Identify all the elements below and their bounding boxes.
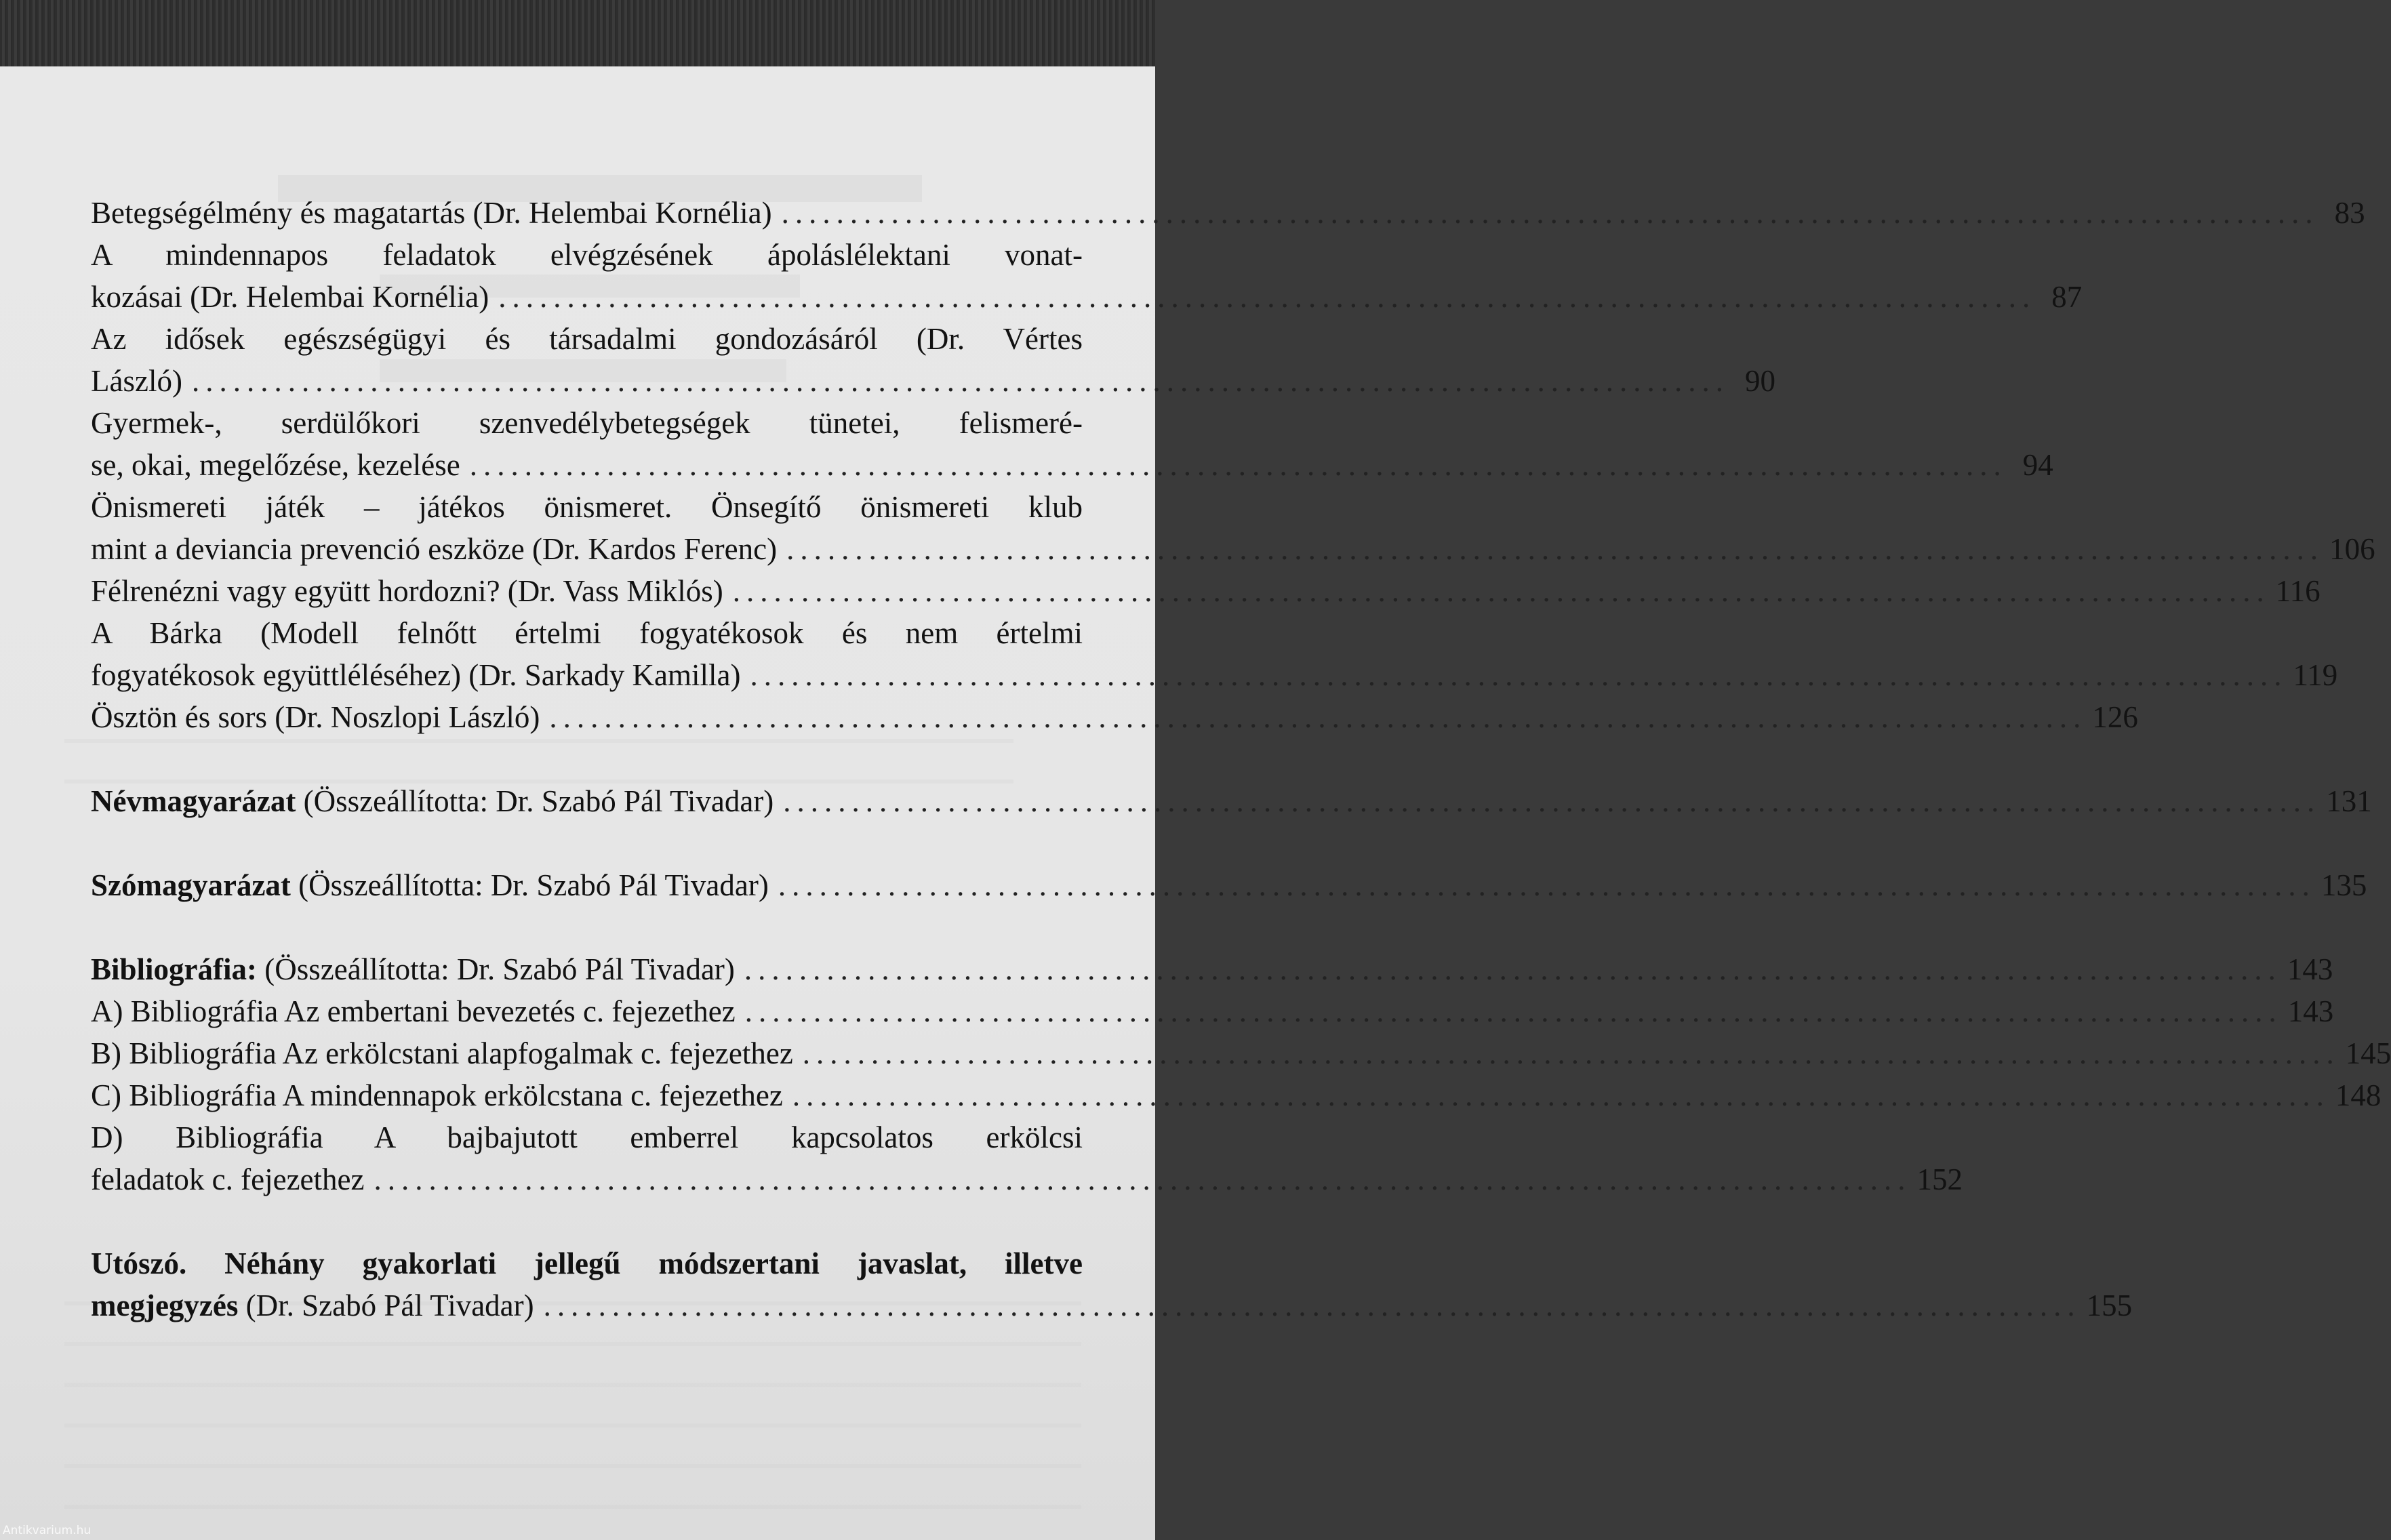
page-stack-edge xyxy=(0,0,1155,68)
toc-entry-title: Gyermek-, serdülőkori szenvedélybetegségek tünetei, felismeré- xyxy=(91,406,1083,440)
toc-entry-title: Betegségélmény és magatartás (Dr. Helembai Kornélia) xyxy=(91,196,772,230)
toc-entry-title: Ösztön és sors (Dr. Noszlopi László) xyxy=(91,700,540,734)
toc-entry xyxy=(91,444,2053,486)
toc-page-number: 143 xyxy=(2287,994,2334,1028)
toc-entry-title: A mindennapos feladatok elvégzésének ápoláslélektani vonat- xyxy=(91,238,1083,272)
toc-entry xyxy=(91,654,2338,696)
toc-entry xyxy=(91,1158,1963,1200)
section-gap xyxy=(91,738,1083,780)
toc-page-number: 131 xyxy=(2326,784,2372,818)
watermark-text: Antikvarium.hu xyxy=(3,1524,92,1537)
toc-section-heading: Szómagyarázat xyxy=(91,868,291,902)
toc-page-number: 106 xyxy=(2329,532,2375,566)
toc-leader-dots: ................................................................................................................ xyxy=(549,700,2087,734)
section-gap xyxy=(91,906,1083,948)
toc-leader-dots: ................................................................................................................ xyxy=(783,784,2321,818)
toc-entry xyxy=(91,612,1083,654)
toc-page-number: 94 xyxy=(2022,448,2053,482)
toc-leader-dots: ................................................................................................................ xyxy=(781,196,2319,230)
toc-entry xyxy=(91,402,1083,444)
toc-entry-title: feladatok c. fejezethez xyxy=(91,1162,365,1196)
section-gap xyxy=(91,1200,1083,1242)
toc-entry xyxy=(91,1284,2133,1326)
toc-leader-dots: ................................................................................................................ xyxy=(778,868,2316,902)
toc-leader-dots: ................................................................................................................ xyxy=(469,448,2007,482)
toc-entry-title: mint a deviancia prevenció eszköze (Dr. Kardos Ferenc) xyxy=(91,532,778,566)
toc-page-number: 145 xyxy=(2345,1036,2391,1070)
toc-page-number: 83 xyxy=(2334,196,2365,230)
toc-leader-dots: ................................................................................................................ xyxy=(744,994,2283,1028)
toc-entry xyxy=(91,570,2320,612)
toc-entry xyxy=(91,1074,2382,1116)
toc-entry-title: A) Bibliográfia Az embertani bevezetés c. fejezethez xyxy=(91,994,736,1028)
toc-entry-title: Félrenézni vagy együtt hordozni? (Dr. Vass Miklós) xyxy=(91,574,723,608)
toc-leader-dots: ................................................................................................................ xyxy=(744,952,2282,986)
toc-leader-dots: ................................................................................................................ xyxy=(786,532,2325,566)
toc-entry-title xyxy=(91,864,769,906)
toc-leader-dots: ................................................................................................................ xyxy=(543,1289,2081,1322)
toc-entry xyxy=(91,990,2334,1032)
toc-section-heading: Névmagyarázat xyxy=(91,784,296,818)
toc-entry-title: László) xyxy=(91,364,182,398)
toc-entry xyxy=(91,234,1083,276)
table-of-contents xyxy=(91,192,2391,1326)
toc-leader-dots: ................................................................................................................ xyxy=(750,658,2288,692)
toc-page-number: 116 xyxy=(2275,574,2320,608)
toc-page-number: 119 xyxy=(2293,658,2338,692)
toc-entry xyxy=(91,948,2333,990)
toc-entry-title: C) Bibliográfia A mindennapok erkölcstana c. fejezethez xyxy=(91,1078,783,1112)
toc-entry-subtitle: (Összeállította: Dr. Szabó Pál Tivadar) xyxy=(296,784,774,818)
toc-leader-dots: ................................................................................................................ xyxy=(498,280,2036,314)
toc-entry xyxy=(91,276,2083,318)
toc-page-number: 148 xyxy=(2335,1078,2382,1112)
toc-entry xyxy=(91,780,2372,822)
toc-page-number: 126 xyxy=(2092,700,2138,734)
toc-entry xyxy=(91,192,2365,234)
toc-entry xyxy=(91,486,1083,528)
toc-page-number: 135 xyxy=(2320,868,2367,902)
toc-leader-dots: ................................................................................................................ xyxy=(792,1078,2330,1112)
toc-leader-dots: ................................................................................................................ xyxy=(802,1036,2340,1070)
toc-entry xyxy=(91,1242,1083,1284)
toc-entry-title: se, okai, megelőzése, kezelése xyxy=(91,448,460,482)
toc-entry-title xyxy=(91,1284,534,1326)
toc-leader-dots: ................................................................................................................ xyxy=(374,1162,1912,1196)
toc-entry-title: Önismereti játék – játékos önismeret. Önsegítő önismereti klub xyxy=(91,490,1083,524)
toc-entry-title: fogyatékosok együttléléséhez) (Dr. Sarkady Kamilla) xyxy=(91,658,741,692)
toc-entry xyxy=(91,318,1083,360)
toc-leader-dots: ................................................................................................................ xyxy=(191,364,1729,398)
toc-section-heading: Utószó. Néhány gyakorlati jellegű módszertani javaslat, illetve xyxy=(91,1247,1083,1280)
toc-entry-title: A Bárka (Modell felnőtt értelmi fogyatékosok és nem értelmi xyxy=(91,616,1083,650)
toc-page-number: 90 xyxy=(1744,364,1775,398)
toc-entry xyxy=(91,1032,2391,1074)
toc-entry-title: kozásai (Dr. Helembai Kornélia) xyxy=(91,280,489,314)
toc-entry-title: Az idősek egészségügyi és társadalmi gondozásáról (Dr. Vértes xyxy=(91,322,1083,356)
toc-entry xyxy=(91,528,2375,570)
toc-page-number: 87 xyxy=(2051,280,2083,314)
toc-entry-title xyxy=(91,948,735,990)
toc-entry-subtitle: (Összeállította: Dr. Szabó Pál Tivadar) xyxy=(290,868,769,902)
toc-entry xyxy=(91,696,2138,738)
toc-entry xyxy=(91,1116,1083,1158)
toc-entry-title: D) Bibliográfia A bajbajutott emberrel kapcsolatos erkölcsi xyxy=(91,1120,1083,1154)
toc-page-number: 155 xyxy=(2086,1289,2133,1322)
toc-entry-subtitle: (Dr. Szabó Pál Tivadar) xyxy=(238,1289,534,1322)
toc-page-number: 152 xyxy=(1916,1162,1963,1196)
toc-entry xyxy=(91,864,2367,906)
toc-entry-title xyxy=(91,780,773,822)
toc-section-heading: megjegyzés xyxy=(91,1289,239,1322)
toc-page-number: 143 xyxy=(2287,952,2333,986)
toc-entry-subtitle: (Összeállította: Dr. Szabó Pál Tivadar) xyxy=(257,952,735,986)
section-gap xyxy=(91,822,1083,864)
toc-leader-dots: ................................................................................................................ xyxy=(732,574,2270,608)
toc-entry xyxy=(91,360,1775,402)
toc-section-heading: Bibliográfia: xyxy=(91,952,257,986)
toc-entry-title: B) Bibliográfia Az erkölcstani alapfogalmak c. fejezethez xyxy=(91,1036,793,1070)
